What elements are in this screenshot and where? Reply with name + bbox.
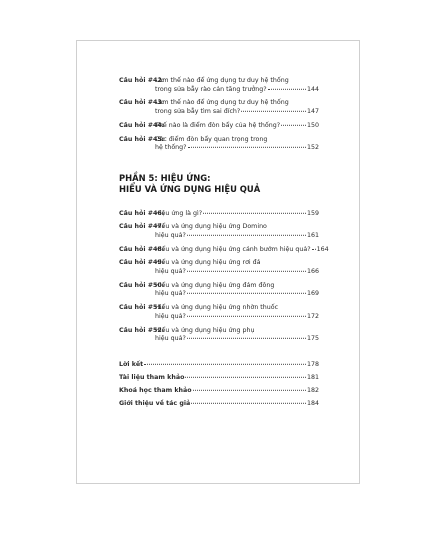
dot-leader: [241, 111, 306, 112]
question-text: [155, 304, 319, 321]
part-subtitle: HIỂU VÀ ỨNG DỤNG HIỆU QUẢ: [119, 184, 261, 195]
question-line: trong sửa bẫy tìm sai đích?: [155, 107, 241, 115]
closing-entry: [119, 361, 319, 370]
dot-leader: [187, 338, 306, 339]
question-text: [155, 99, 319, 116]
question-last-line: [155, 86, 319, 95]
question-text: [155, 77, 319, 94]
question-last-line: [155, 290, 319, 299]
page-number: 181: [306, 373, 319, 381]
question-line: Hiểu và ứng dụng hiệu ứng Domino: [155, 223, 267, 231]
dot-leader: [281, 125, 306, 126]
book-page: [76, 40, 360, 484]
question-last-line: [155, 246, 329, 255]
question-line: hiệu quả?: [155, 335, 186, 343]
question-text: [155, 259, 319, 276]
question-last-line: [155, 232, 319, 241]
question-last-line: [155, 210, 319, 219]
part-heading: [119, 173, 319, 196]
question-line: hiệu quả?: [155, 268, 186, 276]
toc-list-part5: [119, 209, 329, 344]
dot-leader: [188, 147, 306, 148]
dot-leader: [187, 293, 306, 294]
question-line: Thế nào là điểm đòn bẩy của hệ thống?: [155, 121, 281, 129]
toc-list-part4: [119, 77, 319, 153]
dot-leader: [193, 390, 306, 391]
question-line: hiệu quả?: [155, 231, 186, 239]
question-label: Câu hỏi #47:: [119, 223, 165, 231]
toc-entry: [119, 99, 319, 116]
toc-entry: [119, 136, 319, 153]
question-line: hiệu quả?: [155, 312, 186, 320]
closing-title: Tài liệu tham khảo: [119, 373, 185, 381]
dot-leader: [191, 403, 306, 404]
question-line: Làm thế nào để ứng dụng tư duy hệ thống: [155, 77, 289, 84]
question-last-line: [155, 268, 319, 277]
question-label: Câu hỏi #48:: [119, 245, 165, 253]
question-line: Hiểu và ứng dụng hiệu ứng nhờn thuốc: [155, 304, 279, 312]
dot-leader: [312, 248, 316, 249]
question-last-line: [155, 122, 319, 131]
page-number: 182: [306, 387, 319, 395]
page-number: 150: [306, 121, 319, 129]
question-label: Câu hỏi #51:: [119, 304, 165, 312]
page-number: 169: [306, 290, 319, 298]
toc-entry: [119, 282, 319, 299]
question-label: Câu hỏi #46:: [119, 209, 165, 217]
toc-entry: [119, 259, 319, 276]
dot-leader: [187, 235, 306, 236]
question-label: Câu hỏi #43:: [119, 99, 165, 107]
question-line: Các điểm đòn bẩy quan trọng trong: [155, 135, 268, 143]
question-label: Câu hỏi #49:: [119, 259, 165, 267]
question-line: Làm thế nào để ứng dụng tư duy hệ thống: [155, 99, 289, 107]
page-number: 152: [306, 144, 319, 152]
closing-entry: [119, 387, 319, 396]
closing-entry: [119, 400, 319, 409]
question-line: hiệu quả?: [155, 290, 186, 298]
page-number: 144: [306, 85, 319, 93]
question-text: [155, 122, 319, 131]
question-line: trong sửa bẫy rào cản tăng trưởng?: [155, 85, 267, 93]
question-label: Câu hỏi #52:: [119, 326, 165, 334]
question-text: [155, 282, 319, 299]
toc-entry: [119, 122, 319, 131]
closing-title: Lời kết: [119, 360, 144, 368]
dot-leader: [268, 88, 306, 89]
part-title: PHẦN 5: HIỆU ỨNG:: [119, 172, 211, 183]
toc-closing-list: [119, 361, 319, 409]
dot-leader: [203, 212, 306, 213]
question-last-line: [155, 313, 319, 322]
toc-entry: [119, 210, 319, 219]
question-text: [155, 223, 319, 240]
question-last-line: [155, 335, 319, 344]
question-label: Câu hỏi #44:: [119, 121, 165, 129]
dot-leader: [185, 377, 306, 378]
dot-leader: [187, 271, 306, 272]
toc-entry: [119, 245, 329, 255]
question-line: Hiểu và ứng dụng hiệu ứng phụ: [155, 326, 255, 334]
question-text: [155, 136, 319, 153]
page-number: 178: [306, 360, 319, 368]
closing-entry: [119, 374, 319, 383]
dot-leader: [187, 316, 306, 317]
page-number: 184: [306, 400, 319, 408]
question-line: Hiểu và ứng dụng hiệu ứng đám đông: [155, 281, 275, 289]
page-number: 159: [306, 209, 319, 217]
question-line: Hiệu ứng là gì?: [155, 209, 203, 217]
question-last-line: [155, 144, 319, 153]
question-text: [155, 327, 319, 344]
question-last-line: [155, 108, 319, 117]
toc-entry: [119, 223, 319, 240]
page-number: 175: [306, 335, 319, 343]
dot-leader: [144, 364, 306, 365]
page-number: 166: [306, 268, 319, 276]
toc-entry: [119, 77, 319, 94]
toc-entry: [119, 327, 319, 344]
page-number: 161: [306, 231, 319, 239]
question-line: hệ thống?: [155, 144, 187, 152]
question-text: [155, 246, 329, 255]
question-label: Câu hỏi #42:: [119, 77, 165, 84]
toc-entry: [119, 304, 319, 321]
question-label: Câu hỏi #50:: [119, 281, 165, 289]
question-label: Câu hỏi #45:: [119, 135, 165, 143]
question-text: [155, 210, 319, 219]
closing-title: Giới thiệu về tác giả: [119, 400, 191, 408]
page-number: 147: [306, 107, 319, 115]
page-number: 164: [316, 245, 329, 253]
question-line: Hiểu và ứng dụng hiệu ứng rơi đá: [155, 259, 261, 267]
table-of-contents: [119, 77, 329, 414]
page-number: 172: [306, 312, 319, 320]
closing-title: Khoá học tham khảo: [119, 387, 192, 395]
question-line: Hiểu và ứng dụng hiệu ứng cánh bướm hiệu quả?: [155, 245, 311, 253]
